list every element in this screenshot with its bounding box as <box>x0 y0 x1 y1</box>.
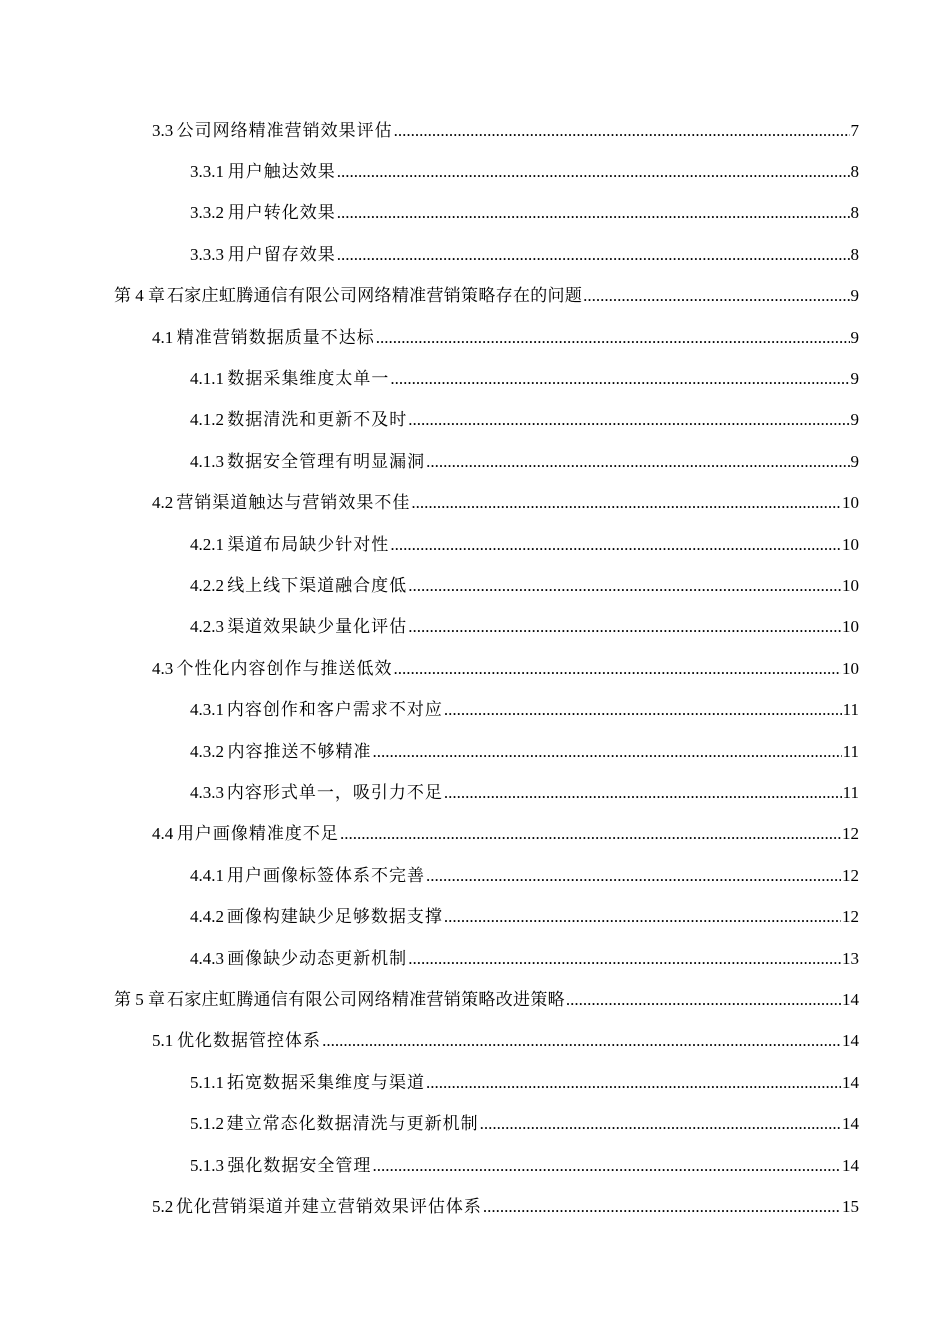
toc-entry-title: 画像构建缺少足够数据支撑 <box>226 907 443 927</box>
toc-entry-number: 5.2 <box>152 1196 174 1216</box>
toc-entry-title: 拓宽数据采集维度与渠道 <box>227 1072 426 1092</box>
toc-entry-title: 内容形式单一，吸引力不足 <box>226 782 443 802</box>
toc-entry[interactable] <box>152 648 859 689</box>
toc-entry[interactable] <box>114 276 859 317</box>
toc-entry-page-number: 10 <box>842 617 859 637</box>
toc-entry-number: 4.2.1 <box>190 534 224 554</box>
toc-entry-number: 4.3 <box>152 658 174 678</box>
toc-entry-number: 4.1.2 <box>190 410 224 430</box>
toc-entry-title: 石家庄虹腾通信有限公司网络精准营销策略改进策略 <box>167 989 565 1010</box>
toc-dot-leader <box>408 410 849 430</box>
toc-dot-leader <box>408 949 841 969</box>
toc-entry-page-number: 10 <box>842 658 859 678</box>
toc-entry[interactable] <box>152 317 859 358</box>
toc-dot-leader <box>444 783 842 803</box>
toc-entry-page-number: 12 <box>842 907 859 927</box>
toc-entry-title: 营销渠道触达与营销效果不佳 <box>176 493 411 513</box>
toc-dot-leader <box>426 1073 841 1093</box>
toc-entry-title: 石家庄虹腾通信有限公司网络精准营销策略存在的问题 <box>166 286 583 307</box>
toc-entry[interactable] <box>190 1104 859 1145</box>
toc-entry-title: 画像缺少动态更新机制 <box>227 948 408 968</box>
toc-entry-number: 第 4 章 <box>114 286 165 306</box>
toc-dot-leader <box>408 576 841 596</box>
toc-entry[interactable] <box>190 938 859 979</box>
toc-entry-number: 3.3.1 <box>190 161 224 181</box>
toc-entry-title: 数据清洗和更新不及时 <box>227 410 408 430</box>
toc-entry-title: 用户触达效果 <box>227 161 336 181</box>
toc-entry-title: 用户画像精准度不足 <box>176 824 339 844</box>
toc-entry-number: 4.3.3 <box>190 782 224 802</box>
toc-dot-leader <box>340 824 841 844</box>
toc-entry[interactable] <box>152 814 859 855</box>
toc-dot-leader <box>337 162 850 182</box>
toc-entry-number: 4.4.3 <box>190 948 224 968</box>
toc-dot-leader <box>390 535 841 555</box>
toc-entry[interactable] <box>190 772 859 813</box>
toc-entry-page-number: 11 <box>842 782 859 802</box>
toc-dot-leader <box>376 328 850 348</box>
toc-dot-leader <box>372 742 841 762</box>
toc-entry[interactable] <box>190 441 859 482</box>
toc-entry-title: 用户留存效果 <box>227 244 336 264</box>
toc-dot-leader <box>426 452 849 472</box>
toc-entry-page-number: 8 <box>850 161 859 181</box>
toc-entry-number: 5.1.1 <box>190 1072 224 1092</box>
toc-entry[interactable] <box>190 358 859 399</box>
toc-entry-page-number: 9 <box>850 451 859 471</box>
toc-entry[interactable] <box>190 524 859 565</box>
toc-entry-page-number: 14 <box>842 1155 859 1175</box>
toc-entry-number: 4.4.2 <box>190 907 224 927</box>
toc-entry-title: 建立常态化数据清洗与更新机制 <box>226 1114 479 1134</box>
toc-entry-title: 公司网络精准营销效果评估 <box>176 120 393 140</box>
toc-entry-page-number: 9 <box>850 368 859 388</box>
toc-entry-number: 3.3 <box>152 120 174 140</box>
toc-entry-number: 4.1 <box>152 327 174 347</box>
toc-dot-leader <box>566 990 841 1010</box>
toc-entry-title: 优化营销渠道并建立营销效果评估体系 <box>175 1196 482 1216</box>
toc-entry-number: 3.3.3 <box>190 244 224 264</box>
toc-entry-page-number: 11 <box>842 741 859 761</box>
toc-entry-title: 数据采集维度太单一 <box>227 368 390 388</box>
toc-dot-leader <box>408 617 841 637</box>
toc-entry-page-number: 7 <box>850 120 859 140</box>
toc-entry-page-number: 14 <box>842 1031 859 1051</box>
toc-dot-leader <box>372 1156 841 1176</box>
toc-entry-page-number: 15 <box>842 1196 859 1216</box>
toc-entry[interactable] <box>190 690 859 731</box>
toc-entry-title: 渠道效果缺少量化评估 <box>227 617 408 637</box>
toc-entry-number: 5.1.3 <box>190 1155 224 1175</box>
toc-entry-number: 4.1.3 <box>190 451 224 471</box>
toc-entry-title: 精准营销数据质量不达标 <box>176 327 375 347</box>
toc-entry-title: 内容创作和客户需求不对应 <box>226 700 443 720</box>
toc-entry[interactable] <box>152 110 859 151</box>
toc-entry-page-number: 12 <box>842 865 859 885</box>
toc-entry-title: 优化数据管控体系 <box>177 1031 322 1051</box>
toc-entry-number: 4.3.2 <box>190 741 224 761</box>
toc-entry[interactable] <box>152 483 859 524</box>
toc-entry-page-number: 12 <box>842 824 859 844</box>
toc-entry[interactable] <box>152 1186 859 1227</box>
toc-dot-leader <box>483 1197 841 1217</box>
toc-dot-leader <box>444 700 842 720</box>
toc-entry-page-number: 10 <box>842 534 859 554</box>
toc-entry-number: 第 5 章 <box>114 989 165 1009</box>
toc-entry[interactable] <box>114 979 859 1020</box>
toc-entry[interactable] <box>190 855 859 896</box>
toc-dot-leader <box>426 866 841 886</box>
toc-entry-page-number: 9 <box>850 410 859 430</box>
toc-entry-title: 用户画像标签体系不完善 <box>227 865 426 885</box>
toc-entry-title: 个性化内容创作与推送低效 <box>176 658 393 678</box>
toc-entry-page-number: 10 <box>842 493 859 513</box>
toc-entry-page-number: 11 <box>842 700 859 720</box>
toc-entry[interactable] <box>190 400 859 441</box>
toc-entry[interactable] <box>190 897 859 938</box>
toc-entry-page-number: 14 <box>842 989 859 1009</box>
toc-entry-title: 用户转化效果 <box>227 203 336 223</box>
toc-dot-leader <box>394 659 841 679</box>
toc-entry-title: 数据安全管理有明显漏洞 <box>227 451 426 471</box>
toc-entry-number: 4.3.1 <box>190 700 224 720</box>
toc-entry-number: 4.2 <box>152 493 174 513</box>
toc-entry-page-number: 14 <box>842 1072 859 1092</box>
toc-entry[interactable] <box>152 1021 859 1062</box>
toc-entry[interactable] <box>190 151 859 192</box>
toc-entry-number: 4.2.3 <box>190 617 224 637</box>
toc-entry[interactable] <box>190 234 859 275</box>
toc-entry-number: 4.4 <box>152 824 174 844</box>
toc-dot-leader <box>390 369 849 389</box>
toc-entry[interactable] <box>190 565 859 606</box>
toc-entry-page-number: 14 <box>842 1114 859 1134</box>
toc-entry-page-number: 8 <box>850 203 859 223</box>
toc-entry-page-number: 9 <box>850 286 859 306</box>
toc-entry[interactable] <box>190 607 859 648</box>
toc-entry-number: 5.1 <box>152 1031 174 1051</box>
toc-dot-leader <box>394 121 850 141</box>
toc-entry[interactable] <box>190 1145 859 1186</box>
toc-entry-title: 内容推送不够精准 <box>227 741 372 761</box>
toc-dot-leader <box>411 493 841 513</box>
toc-dot-leader <box>337 245 850 265</box>
toc-entry-number: 4.4.1 <box>190 865 224 885</box>
toc-entry[interactable] <box>190 193 859 234</box>
toc-entry-number: 4.1.1 <box>190 368 224 388</box>
toc-entry-page-number: 8 <box>850 244 859 264</box>
toc-entry-number: 5.1.2 <box>190 1114 224 1134</box>
toc-entry-number: 4.2.2 <box>190 575 224 595</box>
toc-entry[interactable] <box>190 731 859 772</box>
toc-entry-page-number: 9 <box>850 327 859 347</box>
toc-dot-leader <box>583 286 849 306</box>
toc-entry-number: 3.3.2 <box>190 203 224 223</box>
toc-entry[interactable] <box>190 1062 859 1103</box>
toc-entry-page-number: 10 <box>842 575 859 595</box>
toc-dot-leader <box>322 1031 841 1051</box>
toc-dot-leader <box>480 1114 841 1134</box>
toc-entry-title: 强化数据安全管理 <box>227 1155 372 1175</box>
toc-entry-title: 渠道布局缺少针对性 <box>227 534 390 554</box>
toc-dot-leader <box>337 203 850 223</box>
toc-entry-page-number: 13 <box>842 948 859 968</box>
toc-dot-leader <box>444 907 841 927</box>
toc-entry-title: 线上线下渠道融合度低 <box>227 575 408 595</box>
